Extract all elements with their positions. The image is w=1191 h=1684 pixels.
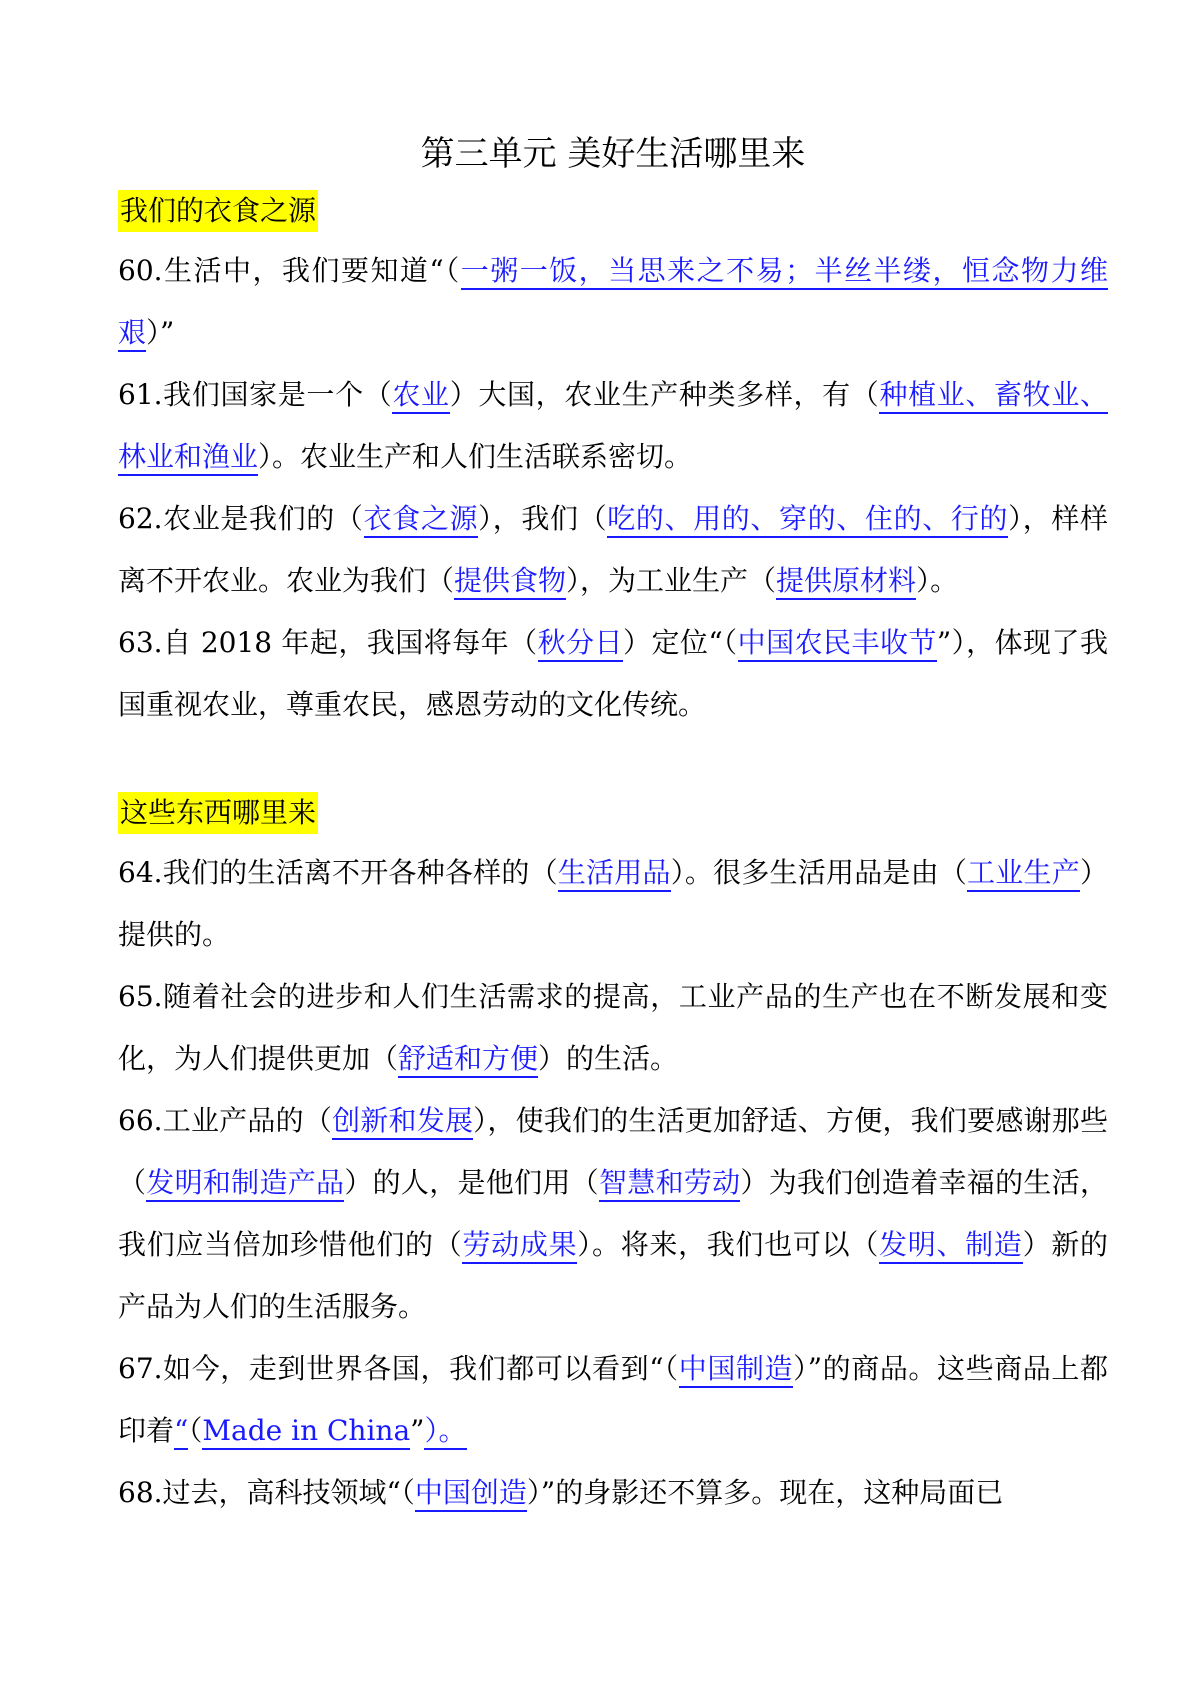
item-text: ”	[410, 1414, 425, 1447]
answer-text: 劳动成果	[462, 1228, 577, 1264]
item-text: ）”的身影还不算多。现在，这种局面已	[526, 1476, 1004, 1509]
item-text: 61.我们国家是一个（	[118, 378, 393, 411]
item-text: ），为工业生产（	[566, 564, 777, 597]
section-heading: 我们的衣食之源	[118, 190, 318, 232]
section-heading: 这些东西哪里来	[118, 792, 318, 834]
answer-text: 智慧和劳动	[599, 1166, 740, 1202]
answer-text: 秋分日	[538, 626, 623, 662]
item-text: ）。	[916, 564, 959, 597]
page-title: 第三单元 美好生活哪里来	[420, 134, 806, 174]
answer-text: 吃的、用的、穿的、住的、行的	[607, 502, 1008, 538]
answer-text: 发明和制造产品	[146, 1166, 344, 1202]
numbered-item	[118, 240, 1108, 364]
answer-text: Made in China	[202, 1414, 410, 1450]
item-text: 60.生活中，我们要知道“（	[118, 254, 461, 287]
item-text: ）。很多生活用品是由（	[670, 856, 968, 889]
section-heading-wrap	[118, 190, 1108, 240]
answer-text: 提供原材料	[776, 564, 916, 600]
numbered-item	[118, 966, 1108, 1090]
answer-text: 农业	[392, 378, 449, 414]
answer-text: 发明、制造	[879, 1228, 1023, 1264]
section-heading-wrap	[118, 792, 1108, 842]
item-text: ）新的产品为人们的生活服务。	[118, 1228, 1108, 1323]
answer-text: 中国农民丰收节	[738, 626, 937, 662]
item-text: ）大国，农业生产种类多样，有（	[449, 378, 880, 411]
item-text: ）定位“（	[623, 626, 738, 659]
item-text: ”），体现了我国重视农业，尊重农民，感恩劳动的文化传统。	[118, 626, 1108, 721]
answer-text: 中国制造	[679, 1352, 793, 1388]
numbered-item	[118, 612, 1108, 736]
item-text: ）”的商品。这些商品上都印着	[118, 1352, 1108, 1447]
item-text: ）为我们创造着幸福的生活，我们应当倍加珍惜他们的（	[118, 1166, 1108, 1261]
item-text: ），样样离不开农业。农业为我们（	[118, 502, 1108, 597]
item-text: 67.如今，走到世界各国，我们都可以看到“（	[118, 1352, 679, 1385]
answer-text: “	[174, 1414, 188, 1450]
answer-text: 种植业、畜牧业、林业和渔业	[118, 378, 1108, 476]
numbered-item	[118, 1090, 1108, 1338]
item-text: ），我们（	[478, 502, 608, 535]
numbered-item	[118, 842, 1108, 966]
item-text: 66.工业产品的（	[118, 1104, 333, 1137]
item-text: 62.农业是我们的（	[118, 502, 364, 535]
item-text: （	[188, 1414, 203, 1447]
item-text: 63.自 2018 年起，我国将每年（	[118, 626, 538, 659]
item-text: ）提供的。	[118, 856, 1108, 951]
item-text: ）。农业生产和人们生活联系密切。	[258, 440, 693, 473]
numbered-item	[118, 1338, 1108, 1462]
answer-text: 中国创造	[415, 1476, 527, 1512]
item-text: ）”	[146, 316, 175, 349]
numbered-item	[118, 364, 1108, 488]
answer-text: 一粥一饭，当思来之不易；半丝半缕，恒念物力维艰	[118, 254, 1108, 352]
answer-text: 衣食之源	[364, 502, 479, 538]
item-text: 65.随着社会的进步和人们生活需求的提高，工业产品的生产也在不断发展和变化，为人们提供更加（	[118, 980, 1108, 1075]
item-text: 64.我们的生活离不开各种各样的（	[118, 856, 558, 889]
numbered-item	[118, 488, 1108, 612]
document-page	[118, 130, 1108, 1524]
item-text: ）的人，是他们用（	[344, 1166, 599, 1199]
answer-text: 舒适和方便	[398, 1042, 538, 1078]
item-text: 68.过去，高科技领域“（	[118, 1476, 415, 1509]
document-content	[118, 190, 1108, 1524]
item-text: ）。将来，我们也可以（	[577, 1228, 880, 1261]
answer-text: 工业生产	[967, 856, 1080, 892]
item-text: ），使我们的生活更加舒适、方便，我们要感谢那些（	[118, 1104, 1108, 1199]
answer-text: 生活用品	[558, 856, 671, 892]
answer-text: ）。	[424, 1414, 466, 1450]
numbered-item	[118, 1462, 1108, 1524]
answer-text: 提供食物	[454, 564, 566, 600]
item-text: ）的生活。	[538, 1042, 679, 1075]
answer-text: 创新和发展	[332, 1104, 473, 1140]
